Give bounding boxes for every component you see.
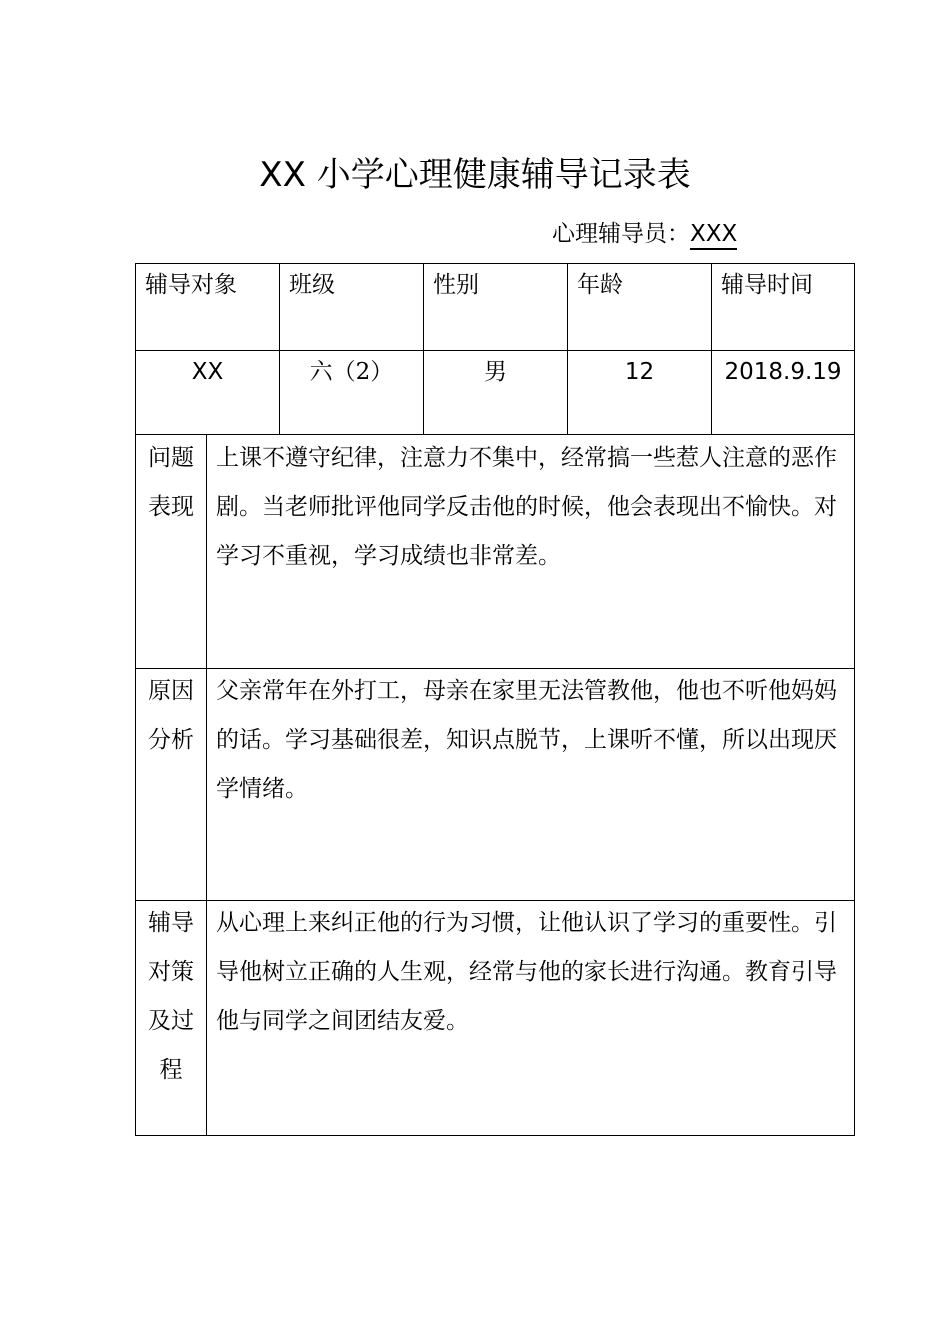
counselor-label: 心理辅导员：	[552, 221, 690, 247]
header-class: 班级	[289, 272, 335, 298]
value-class: 六（2）	[309, 359, 394, 385]
record-table	[135, 263, 855, 1136]
header-time: 辅导时间	[721, 272, 813, 298]
section-text-cause: 父亲常年在外打工，母亲在家里无法管教他，他也不听他妈妈的话。学习基础很差，知识点脱节，上课听不懂，所以出现厌学情绪。	[216, 678, 837, 802]
value-target: XX	[191, 359, 224, 385]
section-label-problem: 问题 表现	[148, 445, 194, 520]
counselor-line	[552, 217, 737, 251]
value-gender: 男	[484, 359, 507, 385]
header-gender: 性别	[433, 272, 479, 298]
section-label-strategy: 辅导 对策 及过 程	[148, 910, 194, 1083]
col-divider	[279, 264, 280, 434]
value-time: 2018.9.19	[724, 359, 842, 385]
col-divider	[423, 264, 424, 434]
row-divider	[136, 350, 854, 351]
col-divider	[711, 264, 712, 434]
label-divider	[206, 434, 207, 1135]
header-age: 年龄	[577, 272, 623, 298]
section-text-problem: 上课不遵守纪律，注意力不集中，经常搞一些惹人注意的恶作剧。当老师批评他同学反击他的时候，他会表现出不愉快。对学习不重视，学习成绩也非常差。	[216, 445, 837, 569]
page-title: XX 小学心理健康辅导记录表	[259, 155, 691, 195]
counselor-name: XXX	[690, 220, 737, 250]
section-label-cause: 原因 分析	[148, 678, 194, 753]
col-divider	[567, 264, 568, 434]
header-target: 辅导对象	[145, 272, 237, 298]
value-age: 12	[624, 359, 655, 385]
section-text-strategy: 从心理上来纠正他的行为习惯，让他认识了学习的重要性。引导他树立正确的人生观，经常与他的家长进行沟通。教育引导他与同学之间团结友爱。	[216, 910, 837, 1034]
